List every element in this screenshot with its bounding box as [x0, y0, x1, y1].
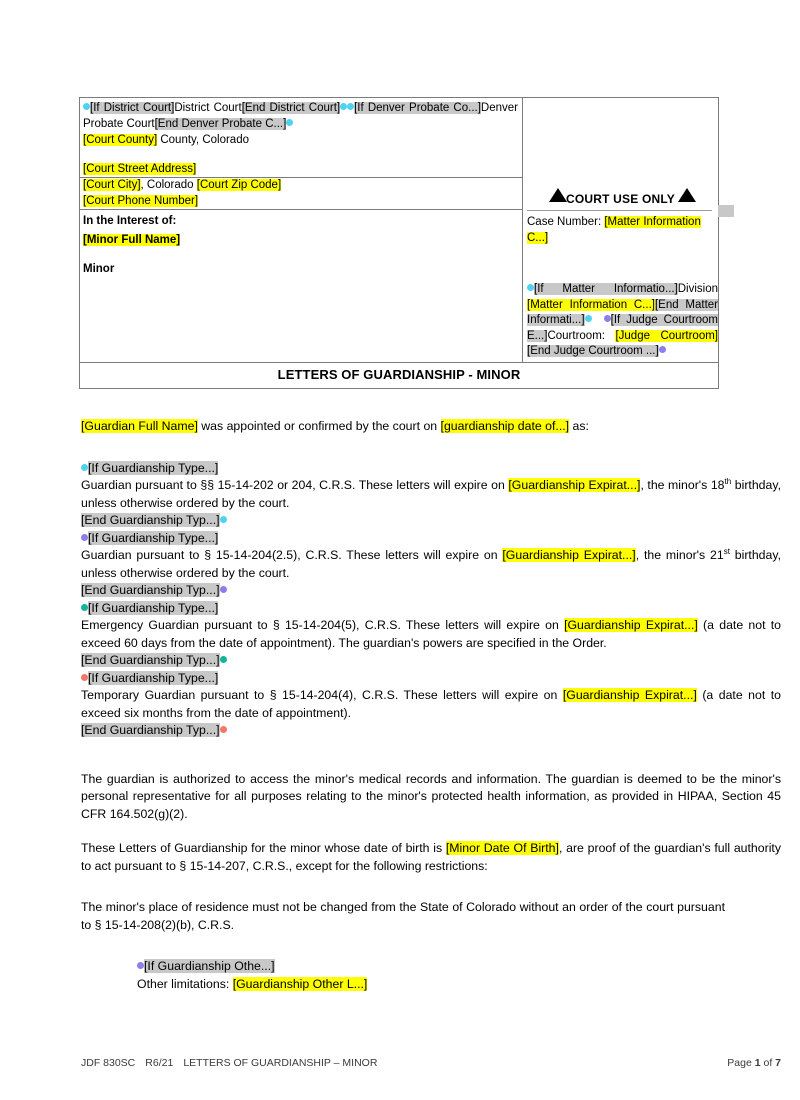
division-courtroom-block — [523, 282, 718, 362]
footer-page-current: 1 — [754, 1057, 761, 1069]
footer-revision: R6/21 — [145, 1057, 174, 1069]
section-3-text-1: Emergency Guardian pursuant to § 15-14-204(5), C.R.S. These letters will expire on — [81, 618, 565, 632]
other-limitations-label: Other limitations: — [137, 976, 233, 991]
section-4-if-tag-line — [81, 670, 781, 688]
if-matter-information-tag[interactable]: [If Matter Informatio...] — [534, 283, 678, 295]
courtroom-label: Courtroom: — [547, 329, 616, 342]
section-1-text-1: Guardian pursuant to §§ 15-14-202 or 204, C.R.S. These letters will expire on — [81, 478, 509, 492]
caption-table — [79, 97, 719, 389]
in-the-interest-of-label: In the Interest of: — [83, 215, 177, 227]
bullet-salmon-icon-2 — [220, 726, 227, 733]
triangle-right-icon — [678, 188, 696, 202]
court-phone-line — [80, 194, 522, 210]
section-1-if-tag-line — [81, 460, 781, 478]
section-1-end-tag-line — [81, 512, 781, 530]
section-4-text-2: (a date not to exceed six months from the date of appointment). — [81, 688, 781, 720]
section-2-end-tag-line — [81, 582, 781, 600]
guardian-full-name-field[interactable]: [Guardian Full Name] — [81, 419, 198, 433]
end-judge-courtroom-tag[interactable]: [End Judge Courtroom ...] — [527, 345, 659, 357]
section-2-text-1: Guardian pursuant to § 15-14-204(2.5), C.R.S. These letters will expire on — [81, 548, 503, 562]
section-2-paragraph — [81, 547, 781, 582]
minor-date-of-birth-field[interactable]: [Minor Date Of Birth] — [445, 841, 559, 855]
section-4-end-tag-line — [81, 722, 781, 740]
if-guardianship-type-tag-2[interactable]: [If Guardianship Type...] — [88, 530, 219, 545]
proof-paragraph — [81, 840, 781, 875]
bullet-purple-icon-2 — [659, 346, 666, 353]
section-2-text-3: birthday, unless otherwise ordered by the court. — [81, 548, 782, 580]
document-body — [81, 418, 781, 993]
section-3-paragraph — [81, 617, 781, 652]
denver-probate-court-label: Denver Probate Court — [83, 102, 518, 130]
division-label: Division — [677, 283, 718, 295]
footer-title: LETTERS OF GUARDIANSHIP – MINOR — [183, 1057, 378, 1069]
court-county-line — [80, 132, 522, 149]
spacer-after-appointment — [81, 436, 781, 460]
proof-text-2: , are proof of the guardian's full authority to act pursuant to § 15-14-207, C.R.S., except for the following restrictions: — [81, 841, 781, 873]
triangle-left-icon — [549, 188, 567, 202]
bullet-cyan-icon-6 — [585, 315, 592, 322]
caption-top-row — [80, 98, 718, 362]
bullet-teal-icon-2 — [220, 656, 227, 663]
court-street-address-line — [80, 162, 522, 178]
end-district-court-tag[interactable]: [End District Court] — [241, 102, 341, 114]
bullet-cyan-icon-2 — [340, 103, 347, 110]
section-3-text-2: (a date not to exceed 60 days from the date of appointment). The guardian's powers are specified in the Order. — [81, 618, 782, 650]
court-phone-field[interactable]: [Court Phone Number] — [83, 194, 199, 207]
division-field[interactable]: [Matter Information C...] — [527, 298, 655, 311]
section-2-text-2: , the minor's 21 — [635, 548, 724, 562]
bullet-cyan-icon-5 — [527, 284, 534, 291]
section-1-text-3: birthday, unless otherwise ordered by the court. — [81, 478, 782, 510]
end-guardianship-type-tag-1[interactable]: [End Guardianship Typ...] — [81, 513, 220, 527]
minor-full-name-field[interactable]: [Minor Full Name] — [83, 234, 181, 246]
if-judge-courtroom-tag[interactable]: [If Judge Courtroom E...] — [527, 314, 718, 342]
case-number-field[interactable]: [Matter Information C...] — [527, 216, 701, 244]
footer-page-total: 7 — [775, 1057, 781, 1069]
guardianship-expiration-field-1[interactable]: [Guardianship Expirat...] — [508, 478, 641, 492]
end-denver-probate-tag[interactable]: [End Denver Probate C...] — [154, 117, 287, 130]
guardianship-date-field[interactable]: [guardianship date of...] — [440, 419, 570, 433]
appointment-text-2: as: — [569, 419, 589, 433]
page-footer — [81, 1057, 781, 1069]
section-1-paragraph — [81, 477, 781, 512]
overflow-marker — [718, 205, 734, 217]
court-zip-field[interactable]: [Court Zip Code] — [196, 179, 282, 191]
if-guardianship-other-tag[interactable]: [If Guardianship Othe...] — [144, 959, 275, 973]
courtroom-field[interactable]: [Judge Courtroom] — [615, 329, 718, 342]
spacer-before-restriction — [81, 875, 781, 899]
end-guardianship-type-tag-2[interactable]: [End Guardianship Typ...] — [81, 583, 220, 597]
bullet-cyan-icon — [83, 103, 90, 110]
case-number-label: Case Number: — [527, 216, 605, 228]
guardianship-expiration-field-3[interactable]: [Guardianship Expirat...] — [564, 618, 698, 632]
county-suffix-label: County, Colorado — [157, 134, 249, 146]
caption-left-bottom-pad — [80, 277, 522, 349]
spacer-before-proof — [81, 823, 781, 840]
other-limitations-line — [137, 976, 781, 994]
other-limitations-if-tag-line — [137, 958, 781, 976]
footer-page-prefix: Page — [727, 1057, 755, 1069]
spacer-before-hipaa — [81, 740, 781, 771]
bullet-cyan-icon-4 — [286, 119, 293, 126]
address-spacer — [80, 149, 522, 162]
if-denver-probate-tag[interactable]: [If Denver Probate Co...] — [354, 102, 481, 114]
footer-form-number: JDF 830SC — [81, 1057, 136, 1069]
court-use-only-cell — [523, 98, 718, 362]
minor-role-label: Minor — [83, 263, 115, 275]
if-guardianship-type-tag-3[interactable]: [If Guardianship Type...] — [88, 600, 219, 615]
section-2-if-tag-line — [81, 530, 781, 548]
end-matter-information-tag[interactable]: [End Matter Informati...] — [527, 298, 718, 326]
document-title: LETTERS OF GUARDIANSHIP - MINOR — [80, 362, 718, 388]
footer-page-mid: of — [760, 1057, 776, 1069]
footer-page-indicator — [727, 1057, 781, 1069]
court-use-only-gap — [523, 246, 718, 282]
end-guardianship-type-tag-4[interactable]: [End Guardianship Typ...] — [81, 723, 220, 737]
court-city-line — [80, 178, 522, 194]
court-county-field[interactable]: [Court County] — [83, 134, 158, 146]
section-1-text-2: , the minor's 18 — [640, 478, 725, 492]
guardianship-expiration-field-4[interactable]: [Guardianship Expirat...] — [562, 688, 697, 702]
bullet-purple-icon-5 — [137, 962, 144, 969]
court-street-address-field[interactable]: [Court Street Address] — [83, 162, 197, 175]
appointment-paragraph — [81, 418, 781, 436]
appointment-text-1: was appointed or confirmed by the court on — [197, 419, 441, 433]
residence-restriction-paragraph: The minor's place of residence must not be changed from the State of Colorado without an order of the court pursuant to § 15-14-208(2)(b), C.R.S. — [81, 900, 725, 932]
footer-left — [81, 1057, 387, 1069]
court-use-only-text: COURT USE ONLY — [565, 192, 676, 206]
case-number-line — [523, 211, 718, 246]
end-guardianship-type-tag-3[interactable]: [End Guardianship Typ...] — [81, 653, 220, 667]
guardianship-expiration-field-2[interactable]: [Guardianship Expirat...] — [502, 548, 636, 562]
bullet-teal-icon — [81, 604, 88, 611]
court-use-only-spacer — [523, 98, 718, 192]
section-3-end-tag-line — [81, 652, 781, 670]
district-court-label: District Court — [174, 102, 242, 114]
section-4-paragraph — [81, 687, 781, 722]
court-type-line — [80, 98, 522, 132]
hipaa-paragraph: The guardian is authorized to access the minor's medical records and information. The guardian is deemed to be the minor's personal representative for all purposes relating to the minor's protected health information, as provided in HIPAA, Section 45 CFR 164.502(g)(2). — [81, 771, 781, 821]
bullet-purple-icon-4 — [220, 586, 227, 593]
section-1-ordinal: th — [724, 476, 732, 486]
section-2-ordinal: st — [723, 546, 730, 556]
if-guardianship-type-tag-4[interactable]: [If Guardianship Type...] — [88, 670, 219, 685]
bullet-cyan-icon-7 — [81, 464, 88, 471]
if-guardianship-type-tag-1[interactable]: [If Guardianship Type...] — [88, 460, 219, 475]
if-district-court-tag[interactable]: [If District Court] — [90, 102, 175, 114]
court-info-cell — [80, 98, 523, 362]
bullet-purple-icon — [604, 315, 611, 322]
bullet-purple-icon-3 — [81, 534, 88, 541]
court-city-field[interactable]: [Court City] — [83, 179, 141, 191]
city-state-label: , Colorado — [140, 179, 197, 191]
minor-full-name-line — [80, 229, 522, 248]
section-3-if-tag-line — [81, 600, 781, 618]
court-use-only-heading — [523, 192, 718, 208]
bullet-salmon-icon — [81, 674, 88, 681]
guardianship-other-limitations-field[interactable]: [Guardianship Other L...] — [232, 976, 368, 991]
section-4-text-1: Temporary Guardian pursuant to § 15-14-204(4), C.R.S. These letters will expire on — [81, 688, 563, 702]
spacer-before-other-limitations — [81, 934, 781, 958]
bullet-cyan-icon-8 — [220, 516, 227, 523]
proof-text-1: These Letters of Guardianship for the minor whose date of birth is — [81, 841, 446, 855]
